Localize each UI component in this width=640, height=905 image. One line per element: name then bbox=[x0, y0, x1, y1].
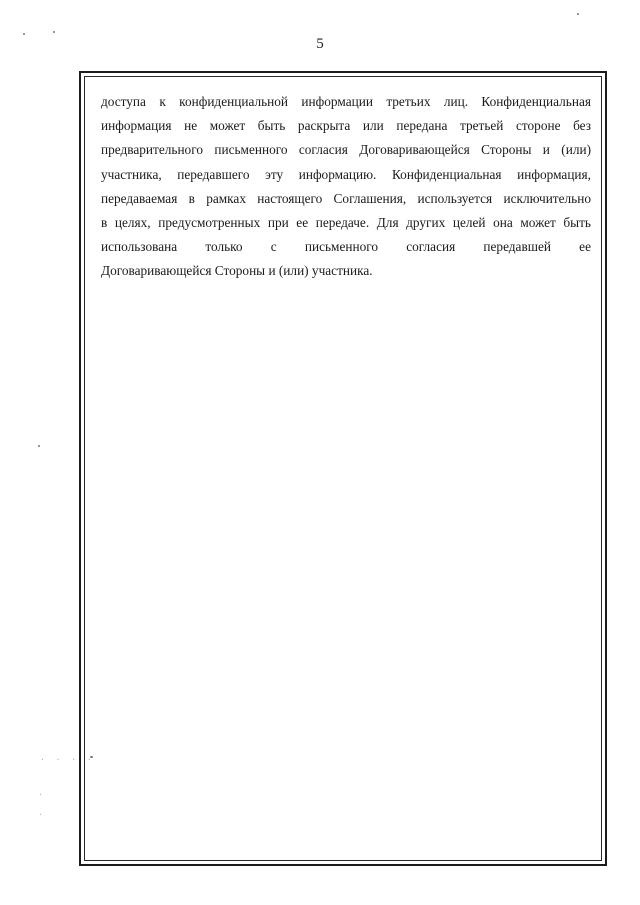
text-line-8: Договаривающейся Стороны и (или) участника. bbox=[101, 263, 373, 279]
text-line-2: информация не может быть раскрыта или передана третьей стороне без bbox=[101, 118, 591, 134]
text-line-5: передаваемая в рамках настоящего Соглашения, используется исключительно bbox=[101, 190, 591, 206]
text-line-1: доступа к конфиденциальной информации третьих лиц. Конфиденциальная bbox=[101, 94, 591, 109]
body-paragraph bbox=[101, 90, 591, 284]
scan-speck bbox=[577, 13, 579, 15]
text-line-3: предварительного письменного согласия Договаривающейся Стороны и (или) bbox=[101, 142, 591, 158]
scan-dots: · bbox=[38, 810, 46, 819]
scan-speck bbox=[38, 445, 40, 447]
scan-dots: · · · · bbox=[40, 755, 95, 764]
text-line-6: в целях, предусмотренных при ее передаче. Для других целей она может быть bbox=[101, 215, 591, 231]
scan-speck bbox=[23, 33, 25, 35]
text-line-7: использована только с письменного согласия передавшей ее bbox=[101, 239, 591, 255]
page-number: 5 bbox=[316, 36, 324, 52]
scan-speck bbox=[53, 31, 55, 33]
text-line-4: участника, передавшего эту информацию. Конфиденциальная информация, bbox=[101, 166, 591, 182]
scan-dots: · bbox=[38, 790, 46, 799]
